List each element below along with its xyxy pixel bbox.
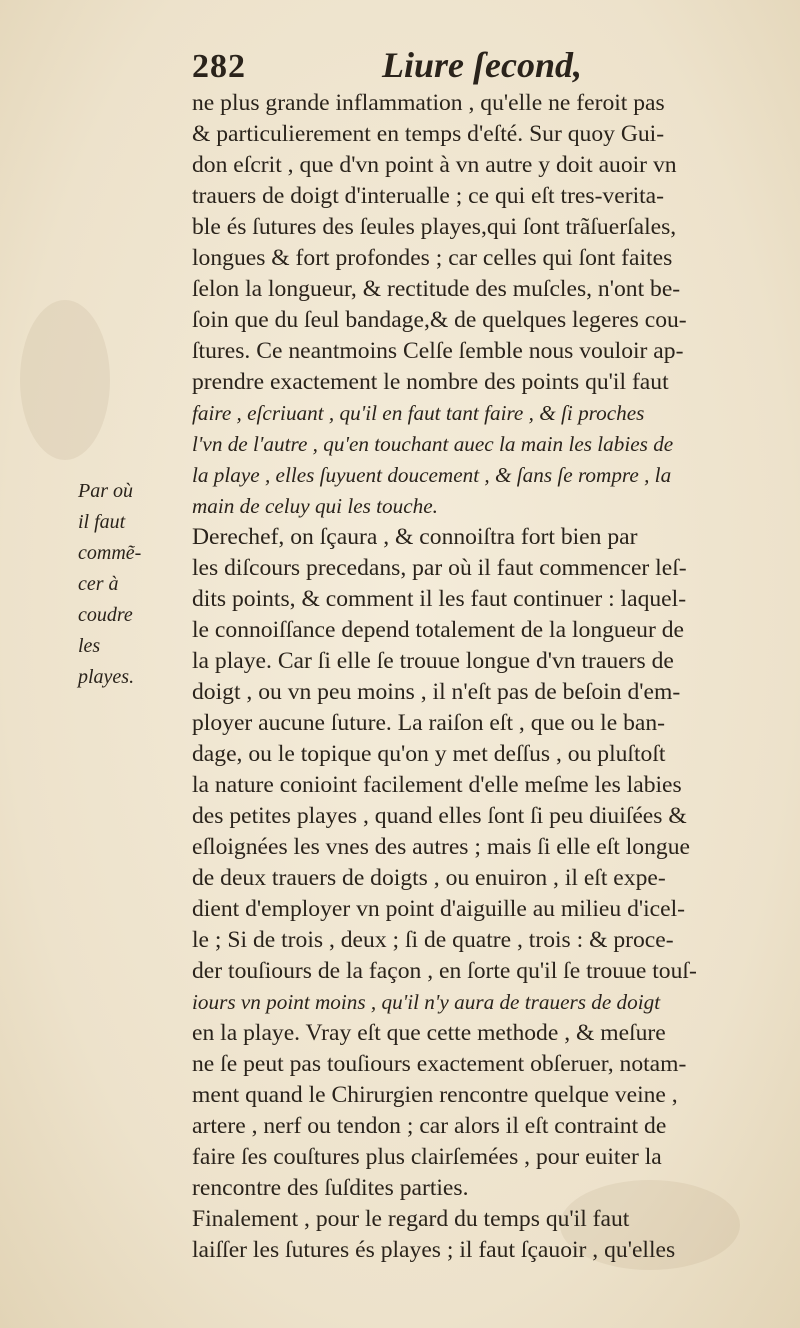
text-line: iours vn point moins , qu'il n'y aura de trauers de doigt xyxy=(192,990,661,1014)
text-line: faire ſes couſtures plus clairſemées , pour euiter la xyxy=(192,1144,662,1170)
text-line: dage, ou le topique qu'on y met deſſus , ou pluſtoſt xyxy=(192,741,666,767)
text-line: dient d'employer vn point d'aiguille au milieu d'icel- xyxy=(192,896,686,922)
text-line: main de celuy qui les touche. xyxy=(192,494,438,518)
text-line: de deux trauers de doigts , ou enuiron , il eſt expe- xyxy=(192,865,666,891)
text-line: der touſiours de la façon , en ſorte qu'il ſe trouue touſ- xyxy=(192,958,697,984)
text-line: les diſcours precedans, par où il faut commencer leſ- xyxy=(192,555,687,581)
text-line: ſtures. Ce neantmoins Celſe ſemble nous vouloir ap- xyxy=(192,338,684,364)
text-line: laiſſer les ſutures és playes ; il faut ſçauoir , qu'elles xyxy=(192,1237,676,1263)
body-text xyxy=(192,88,800,1266)
running-title: Liure ſecond, xyxy=(382,45,582,85)
text-line: eſloignées les vnes des autres ; mais ſi elle eſt longue xyxy=(192,834,690,860)
text-line: Derechef, on ſçaura , & connoiſtra fort bien par xyxy=(192,524,638,550)
text-line: prendre exactement le nombre des points qu'il faut xyxy=(192,369,669,395)
paper-stain xyxy=(20,300,110,460)
text-line: dits points, & comment il les faut continuer : laquel- xyxy=(192,586,687,612)
text-line: rencontre des ſuſdites parties. xyxy=(192,1175,469,1201)
margin-note xyxy=(78,476,178,693)
margin-note-line: playes. xyxy=(78,666,135,688)
margin-note-line: les xyxy=(78,635,101,657)
text-line: des petites playes , quand elles ſont ſi peu diuiſées & xyxy=(192,803,687,829)
text-line: la playe. Car ſi elle ſe trouue longue d'vn trauers de xyxy=(192,648,674,674)
text-line: Finalement , pour le regard du temps qu'il faut xyxy=(192,1206,630,1232)
margin-note-line: commẽ- xyxy=(78,542,142,564)
text-line: trauers de doigt d'interualle ; ce qui eſt tres-verita- xyxy=(192,183,665,209)
text-line: ſoin que du ſeul bandage,& de quelques legeres cou- xyxy=(192,307,687,333)
text-line: l'vn de l'autre , qu'en touchant auec la main les labies de xyxy=(192,432,674,456)
margin-note-line: il faut xyxy=(78,511,126,533)
text-line: ſelon la longueur, & rectitude des muſcles, n'ont be- xyxy=(192,276,681,302)
text-line: artere , nerf ou tendon ; car alors il eſt contraint de xyxy=(192,1113,667,1139)
text-line: ne ſe peut pas touſiours exactement obſeruer, notam- xyxy=(192,1051,687,1077)
text-line: & particulierement en temps d'eſté. Sur quoy Gui- xyxy=(192,121,665,147)
text-line: ployer aucune ſuture. La raiſon eſt , que ou le ban- xyxy=(192,710,666,736)
page-number: 282 xyxy=(192,48,246,85)
text-line: la nature conioint facilement d'elle meſme les labies xyxy=(192,772,682,798)
text-line: le ; Si de trois , deux ; ſi de quatre , trois : & proce- xyxy=(192,927,674,953)
text-line: ble és ſutures des ſeules playes,qui ſont trãſuerſales, xyxy=(192,214,677,240)
text-line: faire , eſcriuant , qu'il en faut tant faire , & ſi proches xyxy=(192,401,645,425)
margin-note-line: coudre xyxy=(78,604,133,626)
text-line: ne plus grande inflammation , qu'elle ne feroit pas xyxy=(192,90,665,116)
text-line: don eſcrit , que d'vn point à vn autre y doit auoir vn xyxy=(192,152,677,178)
text-line: ment quand le Chirurgien rencontre quelque veine , xyxy=(192,1082,678,1108)
margin-note-line: cer à xyxy=(78,573,119,595)
text-line: en la playe. Vray eſt que cette methode , & meſure xyxy=(192,1020,666,1046)
text-line: le connoiſſance depend totalement de la longueur de xyxy=(192,617,685,643)
text-line: la playe , elles ſuyuent doucement , & ſans ſe rompre , la xyxy=(192,463,672,487)
margin-note-line: Par où xyxy=(78,480,133,502)
text-line: longues & fort profondes ; car celles qui ſont faites xyxy=(192,245,673,271)
text-line: doigt , ou vn peu moins , il n'eſt pas de beſoin d'em- xyxy=(192,679,681,705)
